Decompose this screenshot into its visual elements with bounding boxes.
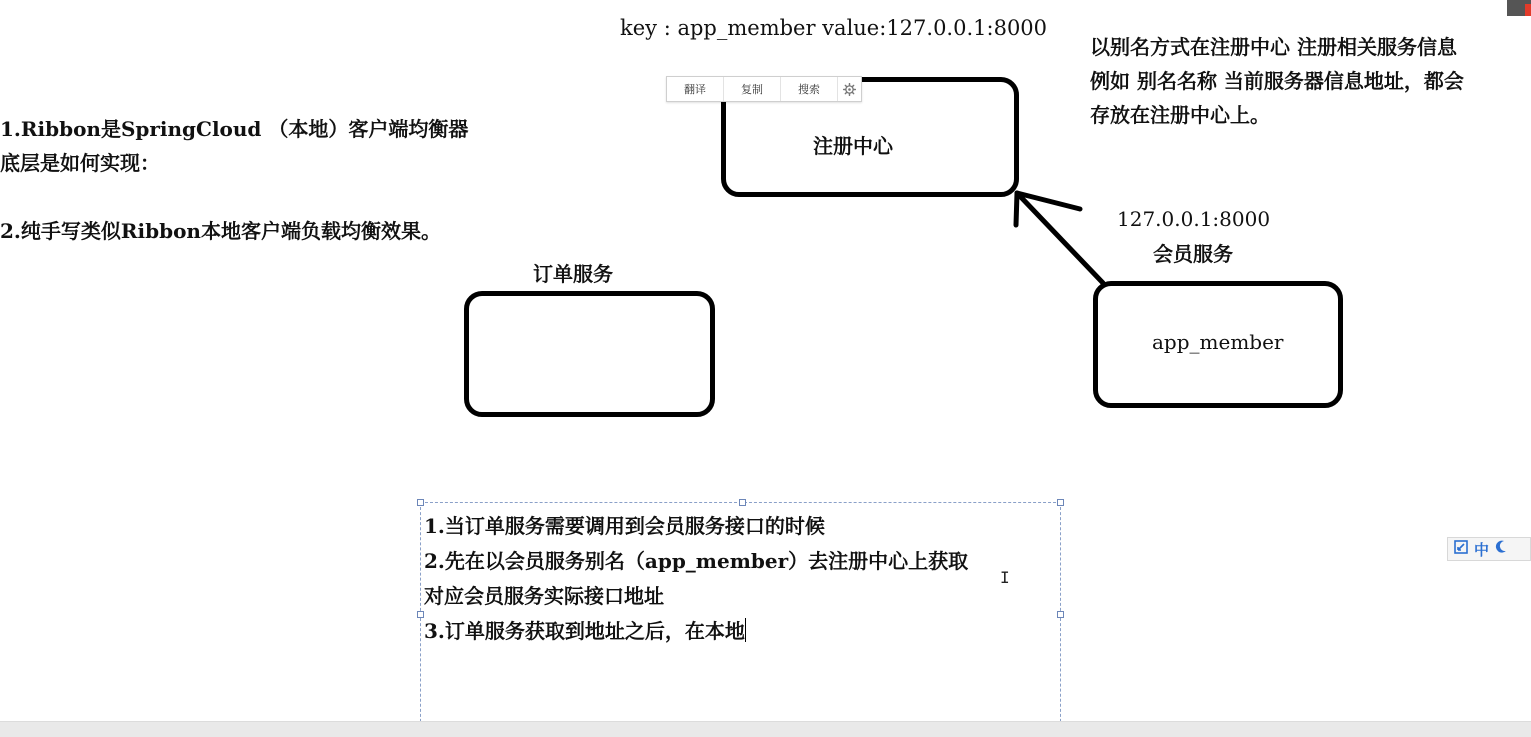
member-service-label: app_member <box>1152 330 1284 354</box>
textbox-line: 1.当订单服务需要调用到会员服务接口的时候 <box>424 514 825 538</box>
copy-button[interactable]: 复制 <box>724 77 781 101</box>
left-note-line: 底层是如何实现： <box>0 151 160 175</box>
member-service-address: 127.0.0.1:8000 <box>1117 207 1271 231</box>
translate-button[interactable]: 翻译 <box>667 77 724 101</box>
member-service-title: 会员服务 <box>1153 242 1233 266</box>
ime-language-toggle[interactable]: 中 <box>1474 540 1490 559</box>
registry-label: 注册中心 <box>813 134 893 158</box>
right-note-line: 以别名方式在注册中心 注册相关服务信息 <box>1090 35 1457 59</box>
text-cursor-icon: I <box>1000 568 1010 587</box>
ime-toolbar <box>1447 537 1531 561</box>
left-note-line: 1.Ribbon是SpringCloud （本地）客户端均衡器 <box>0 117 469 141</box>
key-value-label: key : app_member value:127.0.0.1:8000 <box>620 16 1048 40</box>
right-note-line: 存放在注册中心上。 <box>1090 103 1270 127</box>
right-note-line: 例如 别名名称 当前服务器信息地址，都会 <box>1090 69 1464 93</box>
text-caret <box>745 618 746 642</box>
textbox-line: 对应会员服务实际接口地址 <box>424 584 664 608</box>
moon-icon[interactable] <box>1495 540 1507 558</box>
textbox-line: 2.先在以会员服务别名（app_member）去注册中心上获取 <box>424 549 969 573</box>
resize-icon[interactable] <box>1454 540 1468 558</box>
order-service-title: 订单服务 <box>533 262 613 286</box>
bottom-status-strip <box>0 721 1531 737</box>
search-button[interactable]: 搜索 <box>781 77 838 101</box>
left-note-line: 2.纯手写类似Ribbon本地客户端负载均衡效果。 <box>0 219 441 243</box>
editing-textbox[interactable] <box>420 502 1061 732</box>
textbox-line: 3.订单服务获取到地址之后，在本地 <box>424 619 745 643</box>
textbox-content[interactable] <box>424 509 968 649</box>
